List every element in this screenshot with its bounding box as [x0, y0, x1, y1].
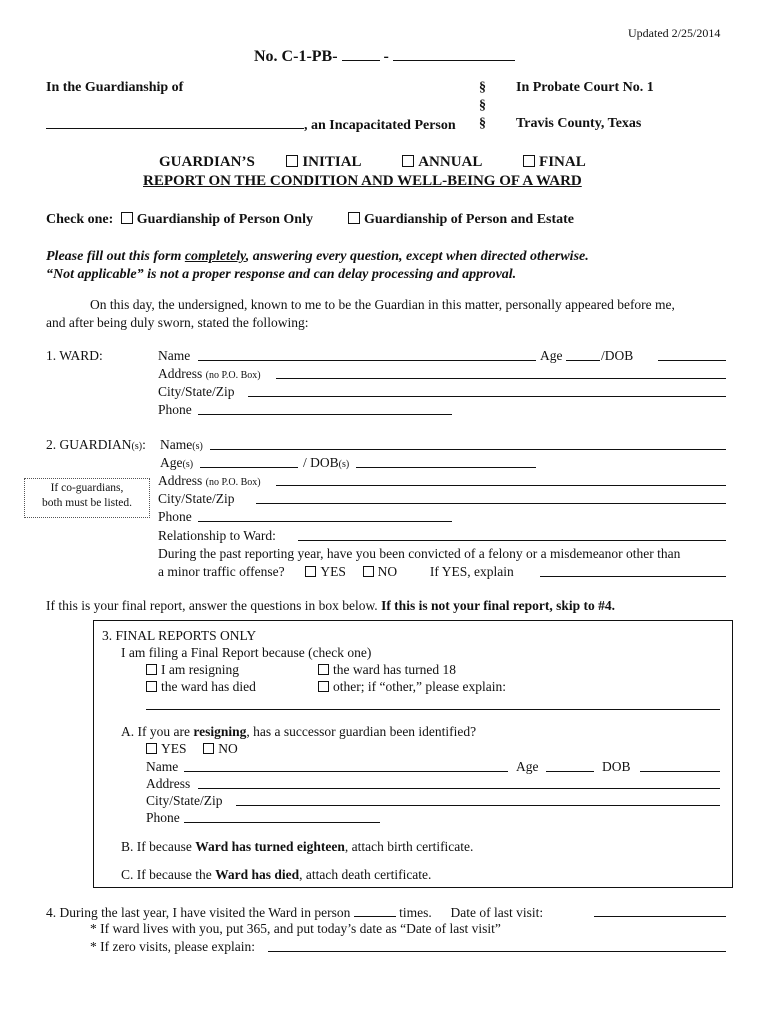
guardian-name-text: Name: [160, 437, 193, 452]
guardian-section-label: [46, 437, 146, 453]
co-guardian-note-line-2: both must be listed.: [41, 497, 133, 509]
guardian-age-text: Age: [160, 455, 183, 470]
guardian-dob-s: (s): [338, 459, 350, 470]
guardian-num: 2. GUARDIAN: [46, 437, 132, 452]
other-option: [318, 679, 506, 695]
initial-label: INITIAL: [302, 154, 361, 170]
ward-phone-label: Phone: [158, 402, 192, 417]
instructions-line-2: “Not applicable” is not a proper response and can delay processing and approval.: [46, 267, 517, 282]
resigning-option: [146, 662, 239, 678]
c-post: , attach death certificate.: [299, 867, 432, 882]
b-post: , attach birth certificate.: [344, 839, 474, 854]
intro-line-2: and after being duly sworn, stated the following:: [46, 315, 309, 330]
ward-age-label: Age: [540, 348, 563, 363]
visits-line: [46, 904, 543, 921]
guardian-colon: :: [142, 437, 146, 452]
intro-line-1: On this day, the undersigned, known to me to be the Guardian in this matter, personally appeared before me,: [90, 297, 675, 312]
convicted-yes-checkbox[interactable]: [305, 566, 316, 577]
person-only-label: Guardianship of Person Only: [136, 212, 313, 227]
guardian-address-input[interactable]: [276, 485, 726, 486]
ward-dob-input[interactable]: [658, 360, 726, 361]
report-type-line: [159, 154, 586, 171]
instructions-post: , answering every question, except when directed otherwise.: [245, 249, 589, 264]
successor-city-label: City/State/Zip: [146, 793, 223, 808]
visits-times: times.: [399, 905, 432, 920]
guardian-dob-label: [303, 455, 349, 471]
person-estate-label: Guardianship of Person and Estate: [363, 212, 575, 227]
convicted-yes-label: YES: [320, 564, 346, 579]
guardian-city-input[interactable]: [256, 503, 726, 504]
co-guardian-note-line-1: If co-guardians,: [50, 482, 124, 494]
section-mark-3: §: [479, 116, 486, 131]
incapacitated-label: , an Incapacitated Person: [304, 118, 456, 133]
instructions-pre: Please fill out this form: [46, 249, 185, 264]
b-bold: Ward has turned eighteen: [195, 839, 345, 854]
section-mark-1: §: [479, 80, 486, 95]
last-visit-label: Date of last visit:: [450, 905, 544, 920]
c-pre: C. If because the: [121, 867, 216, 882]
guardianship-of-label: In the Guardianship of: [46, 80, 184, 95]
guardian-dob-input[interactable]: [356, 467, 536, 468]
resigning-label: I am resigning: [161, 662, 239, 677]
died-checkbox[interactable]: [146, 681, 157, 692]
final-intro-bold: If this is not your final report, skip to #4.: [381, 598, 615, 613]
successor-yes-checkbox[interactable]: [146, 743, 157, 754]
ward-address-note: (no P.O. Box): [205, 370, 261, 381]
convicted-row: [158, 564, 514, 580]
guardian-name-label: [160, 437, 203, 453]
a-pre: A. If you are: [121, 724, 194, 739]
guardians-label: GUARDIAN’S: [159, 154, 255, 170]
convicted-no-checkbox[interactable]: [363, 566, 374, 577]
visits-pre: 4. During the last year, I have visited the Ward in person: [46, 905, 351, 920]
annual-label: ANNUAL: [418, 154, 482, 170]
successor-name-input[interactable]: [184, 771, 508, 772]
case-number: [254, 48, 515, 66]
guardian-name-s: (s): [192, 441, 203, 452]
guardian-phone-input[interactable]: [198, 521, 452, 522]
final-because: I am filing a Final Report because (check one): [121, 645, 372, 660]
successor-dob-input[interactable]: [640, 771, 720, 772]
turned18-checkbox[interactable]: [318, 664, 329, 675]
c-bold: Ward has died: [215, 867, 300, 882]
guardian-address-label: [158, 473, 261, 489]
zero-visits-explain-input[interactable]: [268, 951, 726, 952]
final-label: FINAL: [539, 154, 586, 170]
successor-name-label: Name: [146, 759, 179, 774]
case-number-sep: -: [383, 48, 389, 65]
a-bold: resigning: [193, 724, 247, 739]
guardian-address-text: Address: [158, 473, 203, 488]
convicted-explain-input[interactable]: [540, 576, 726, 577]
court-name: In Probate Court No. 1: [516, 80, 654, 95]
ward-section-label: 1. WARD:: [46, 348, 103, 363]
visits-note-2: * If zero visits, please explain:: [90, 939, 255, 954]
successor-no-checkbox[interactable]: [203, 743, 214, 754]
if-yes-label: If YES, explain: [429, 564, 514, 579]
guardian-age-label: [160, 455, 193, 471]
other-checkbox[interactable]: [318, 681, 329, 692]
person-estate-checkbox[interactable]: [348, 212, 360, 224]
section-mark-2: §: [479, 98, 486, 113]
ward-phone-input[interactable]: [198, 414, 452, 415]
guardian-age-input[interactable]: [200, 467, 298, 468]
guardian-address-note: (no P.O. Box): [205, 477, 261, 488]
successor-no-label: NO: [218, 741, 238, 756]
ward-dob-label: /DOB: [601, 348, 634, 363]
incapacitated-person: [46, 116, 456, 134]
instructions-line-1: [46, 249, 589, 265]
guardian-city-label: City/State/Zip: [158, 491, 235, 506]
successor-city-input[interactable]: [236, 805, 720, 806]
final-box-heading: 3. FINAL REPORTS ONLY: [102, 628, 257, 643]
guardian-phone-label: Phone: [158, 509, 192, 524]
successor-yes-label: YES: [161, 741, 187, 756]
turned18-label: the ward has turned 18: [333, 662, 456, 677]
report-subtitle: REPORT ON THE CONDITION AND WELL-BEING OF A WARD: [143, 173, 582, 189]
successor-age-input[interactable]: [546, 771, 594, 772]
visits-count-input[interactable]: [354, 904, 396, 917]
last-visit-input[interactable]: [594, 916, 726, 917]
b-pre: B. If because: [121, 839, 196, 854]
final-report-instruction: [46, 598, 615, 614]
guardian-name-input[interactable]: [210, 449, 726, 450]
initial-checkbox[interactable]: [286, 155, 298, 167]
a-post: , has a successor guardian been identified?: [246, 724, 477, 739]
visits-note-1: * If ward lives with you, put 365, and put today’s date as “Date of last visit”: [90, 921, 501, 936]
resigning-checkbox[interactable]: [146, 664, 157, 675]
died-label: the ward has died: [161, 679, 256, 694]
convicted-no-label: NO: [377, 564, 398, 579]
relationship-input[interactable]: [298, 540, 726, 541]
ward-address-text: Address: [158, 366, 203, 381]
death-cert-instruction: [121, 867, 431, 883]
case-number-label: No. C-1-PB-: [254, 48, 338, 65]
guardian-dob-text: / DOB: [303, 455, 339, 470]
successor-address-label: Address: [146, 776, 191, 791]
person-only-checkbox[interactable]: [121, 212, 133, 224]
check-one-row: [46, 212, 574, 228]
instructions-emphasis: completely: [184, 249, 246, 264]
guardian-s: (s): [131, 441, 143, 452]
final-checkbox[interactable]: [523, 155, 535, 167]
check-one-label: Check one:: [46, 212, 114, 227]
birth-cert-instruction: [121, 839, 473, 855]
turned18-option: [318, 662, 456, 678]
successor-dob-label: DOB: [602, 759, 631, 774]
annual-checkbox[interactable]: [402, 155, 414, 167]
successor-question: [121, 724, 476, 740]
convicted-question-2: a minor traffic offense?: [158, 564, 285, 579]
ward-city-label: City/State/Zip: [158, 384, 235, 399]
case-number-field-1[interactable]: [342, 48, 380, 61]
co-guardian-note: [24, 478, 150, 518]
updated-date: Updated 2/25/2014: [628, 26, 721, 40]
successor-phone-input[interactable]: [184, 822, 380, 823]
convicted-question: During the past reporting year, have you been convicted of a felony or a misdemeanor other than: [158, 546, 681, 561]
relationship-label: Relationship to Ward:: [158, 528, 276, 543]
successor-age-label: Age: [516, 759, 539, 774]
guardian-age-s: (s): [182, 459, 194, 470]
ward-city-input[interactable]: [248, 396, 726, 397]
died-option: [146, 679, 256, 695]
ward-name-input[interactable]: [198, 360, 536, 361]
other-explain-input[interactable]: [146, 709, 720, 710]
county-name: Travis County, Texas: [516, 116, 642, 131]
successor-phone-label: Phone: [146, 810, 180, 825]
ward-address-label: [158, 366, 261, 382]
ward-address-input[interactable]: [276, 378, 726, 379]
case-number-field-2[interactable]: [393, 48, 515, 61]
successor-yes-no: [146, 741, 238, 757]
ward-age-input[interactable]: [566, 360, 600, 361]
other-label: other; if “other,” please explain:: [333, 679, 507, 694]
ward-name-label: Name: [158, 348, 191, 363]
ward-name-field[interactable]: [46, 116, 304, 129]
final-intro-text: If this is your final report, answer the questions in box below.: [46, 598, 378, 613]
successor-address-input[interactable]: [198, 788, 720, 789]
